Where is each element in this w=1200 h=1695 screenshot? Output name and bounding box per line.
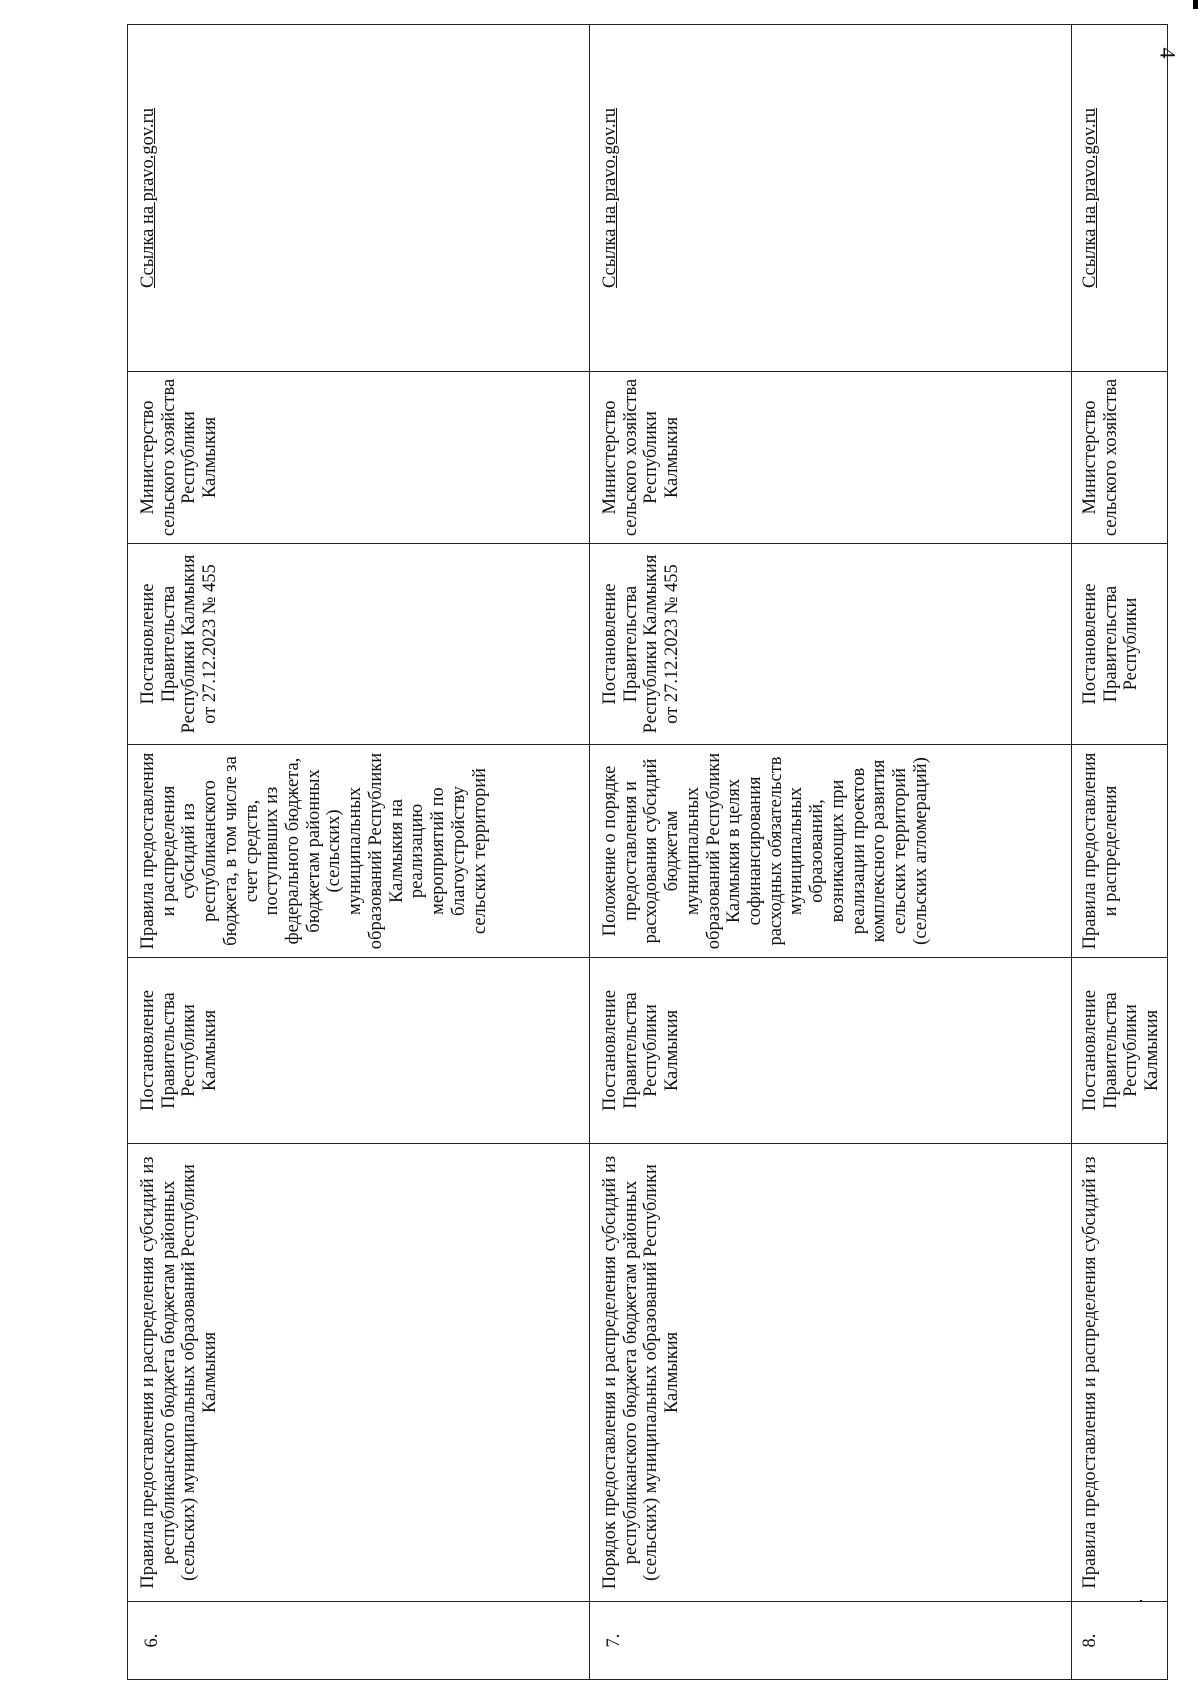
executor: Министерство сельского хозяйства Республики Калмыкия (590, 372, 1072, 544)
act-type: Постановление Правительства Республики Калмыкия (128, 958, 590, 1144)
scan-edge-mark (1193, 0, 1198, 9)
row-number: 6. (128, 1602, 590, 1680)
table-row (590, 25, 1072, 1680)
table-row (1072, 25, 1168, 1680)
act-title: Правила предоставления и распределения (1072, 745, 1168, 958)
row-number: 8. (1072, 1602, 1168, 1680)
document-table (127, 24, 1168, 1680)
pravo-gov-link[interactable]: Ссылка на pravo.gov.ru (600, 107, 620, 289)
program-name: Правила предоставления и распределения субсидий из (1072, 1144, 1168, 1602)
page-number: 4 (1155, 47, 1181, 59)
pravo-gov-link[interactable]: Ссылка на pravo.gov.ru (1080, 107, 1100, 289)
table-row (128, 25, 590, 1680)
program-name: Правила предоставления и распределения субсидий из республиканского бюджета бюджетам районных (сельских) муниципальных образований Республики Калмыкия (128, 1144, 590, 1602)
row-number: 7. (590, 1602, 1072, 1680)
act-type: Постановление Правительства Республики Калмыкия (1072, 958, 1168, 1144)
act-details: Постановление Правительства Республики Калмыкия от 27.12.2023 № 455 (590, 544, 1072, 745)
act-details: Постановление Правительства Республики (1072, 544, 1168, 745)
program-name: Порядок предоставления и распределения субсидий из республиканского бюджета бюджетам районных (сельских) муниципальных образований Республики Калмыкия (590, 1144, 1072, 1602)
executor: Министерство сельского хозяйства Республики Калмыкия (128, 372, 590, 544)
act-title: Положение о порядке предоставления и расходования субсидий бюджетам муниципальных образований Республики Калмыкия в целях софинансирования расходных обязательств муниципальных образований, возникающих при реализации проектов комплексного развития сельских территорий (сельских агломераций) (590, 745, 1072, 958)
act-details: Постановление Правительства Республики Калмыкия от 27.12.2023 № 455 (128, 544, 590, 745)
executor: Министерство сельского хозяйства (1072, 372, 1168, 544)
act-title: Правила предоставления и распределения субсидий из республиканского бюджета, в том числе за счет средств, поступивших из федерального бюджета, бюджетам районных (сельских) муниципальных образований Республики Калмыкия на реализацию мероприятий по благоустройству сельских территорий (128, 745, 590, 958)
document-table-rotated (127, 25, 1163, 1680)
pravo-gov-link[interactable]: Ссылка на pravo.gov.ru (138, 107, 158, 289)
act-type: Постановление Правительства Республики Калмыкия (590, 958, 1072, 1144)
